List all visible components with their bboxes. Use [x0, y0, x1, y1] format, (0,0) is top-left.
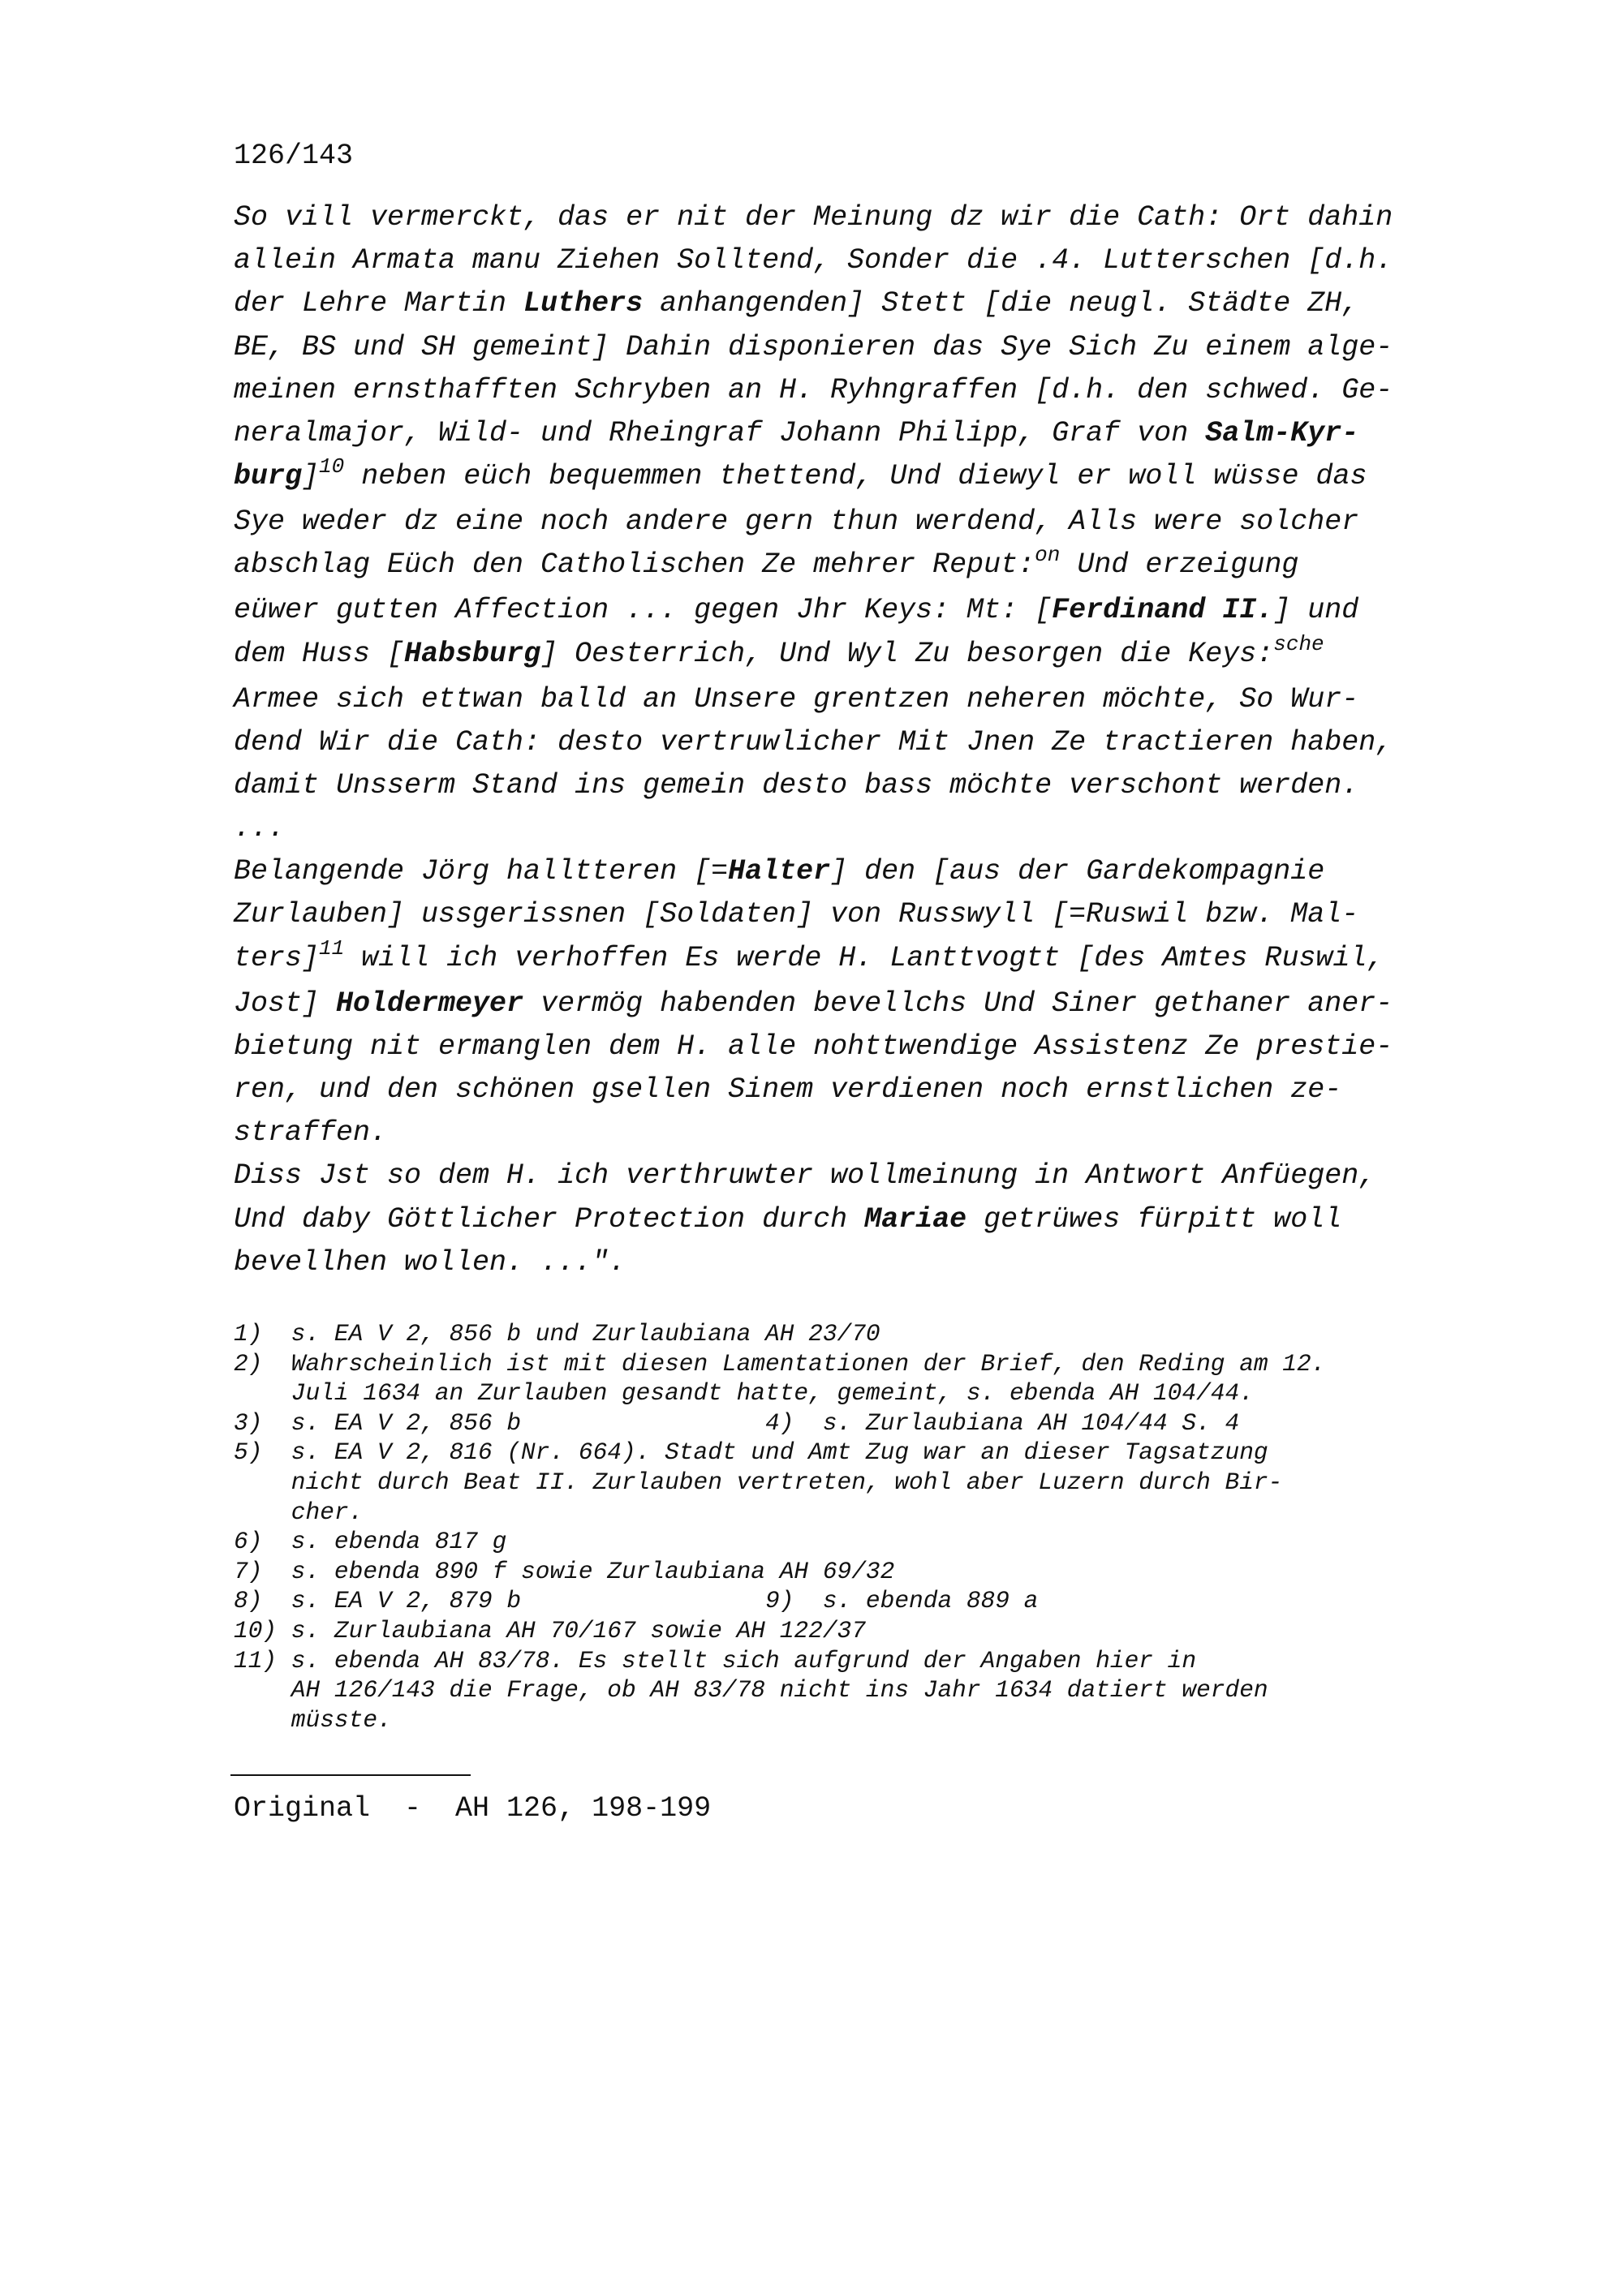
bold-name: Holdermeyer [336, 987, 524, 1020]
text-segment: Und erzeigung [1060, 548, 1299, 582]
text-line [234, 412, 1516, 455]
text-line [234, 982, 1516, 1025]
text-segment: ] [302, 460, 320, 493]
text-segment: Belangende Jörg halltteren [= [234, 855, 729, 888]
text-segment: Jost] [234, 987, 337, 1020]
text-line [234, 1068, 1516, 1111]
text-segment: neben eüch bequemmen thettend, Und diewyl er woll wüsse das [344, 460, 1367, 493]
text-segment: Zurlauben] ussgerissnen [Soldaten] von Russwyll [=Ruswil bzw. Mal- [234, 898, 1359, 931]
text-segment: ] Oesterrich, Und Wyl Zu besorgen die Keys: [540, 637, 1274, 670]
footnotes [234, 1319, 1548, 1735]
letter-excerpt [234, 196, 1516, 1284]
text-line [234, 326, 1516, 369]
footnote-line: 11) s. ebenda AH 83/78. Es stellt sich aufgrund der Angaben hier in [234, 1646, 1197, 1675]
text-segment: ters] [234, 941, 320, 974]
footnote-line: cher. [234, 1498, 364, 1526]
superscript: on [1035, 543, 1061, 568]
footnote-line: AH 126/143 die Frage, ob AH 83/78 nicht ins Jahr 1634 datiert werden [234, 1676, 1268, 1705]
text-line [234, 937, 1516, 982]
text-segment: Diss Jst so dem H. ich verthruwter wollmeinung in Antwort Anfüegen, [234, 1159, 1376, 1193]
text-line [234, 282, 1516, 325]
text-segment: dend Wir die Cath: desto vertruwlicher Mit Jnen Ze tractieren haben, [234, 725, 1393, 759]
text-line [234, 589, 1516, 632]
text-segment: Armee sich ettwan balld an Unsere grentzen neheren möchte, So Wur- [234, 682, 1359, 716]
source-reference: Original - AH 126, 198-199 [234, 1792, 712, 1825]
footnote-line: 3) s. EA V 2, 856 b 4) s. Zurlaubiana AH 104/44 S. 4 [234, 1408, 1240, 1437]
footnote-line: 10) s. Zurlaubiana AH 70/167 sowie AH 122/37 [234, 1616, 866, 1645]
footnote-line: 2) Wahrscheinlich ist mit diesen Lamentationen der Brief, den Reding am 12. [234, 1349, 1326, 1378]
text-segment: meinen ernsthafften Schryben an H. Ryhngraffen [d.h. den schwed. Ge- [234, 373, 1393, 406]
bold-name: Luthers [523, 287, 644, 320]
text-line [234, 678, 1516, 721]
text-segment: neralmajor, Wild- und Rheingraf Johann Philipp, Graf von [234, 416, 1206, 449]
text-segment: eüwer gutten Affection ... gegen Jhr Keys: Mt: [ [234, 594, 1053, 627]
text-line [234, 1198, 1516, 1241]
text-line [234, 455, 1516, 501]
text-segment: ... [234, 812, 286, 845]
text-line [234, 807, 1516, 850]
text-line [234, 764, 1516, 807]
bold-name: Habsburg [404, 637, 541, 670]
bold-name: burg [234, 460, 303, 493]
text-segment: will ich verhoffen Es werde H. Lanttvogtt [des Amtes Ruswil, [344, 941, 1384, 974]
footnote-line: nicht durch Beat II. Zurlauben vertreten, wohl aber Luzern durch Bir- [234, 1468, 1283, 1496]
text-segment: damit Unsserm Stand ins gemein desto bass möchte verschont werden. [234, 768, 1359, 802]
footnote-line: 8) s. EA V 2, 879 b 9) s. ebenda 889 a [234, 1587, 1039, 1615]
superscript: sche [1273, 631, 1324, 656]
footnote-line: 6) s. ebenda 817 g [234, 1528, 507, 1556]
text-segment: allein Armata manu Ziehen Solltend, Sonder die .4. Lutterschen [d.h. [234, 244, 1393, 277]
text-segment: getrüwes fürpitt woll [966, 1202, 1342, 1236]
text-segment: dem Huss [ [234, 637, 405, 670]
text-segment: vermög habenden bevellchs Und Siner gethaner aner- [523, 987, 1393, 1020]
text-line [234, 501, 1516, 544]
text-line [234, 633, 1516, 678]
text-segment: der Lehre Martin [234, 287, 524, 320]
text-line [234, 544, 1516, 589]
bold-name: Ferdinand II. [1052, 594, 1274, 627]
text-line [234, 721, 1516, 764]
footnote-line: 1) s. EA V 2, 856 b und Zurlaubiana AH 23/70 [234, 1320, 880, 1348]
text-segment: ] den [aus der Gardekompagnie [830, 855, 1325, 888]
bold-name: Halter [728, 855, 831, 888]
text-segment: ] und [1273, 594, 1359, 627]
text-line [234, 1111, 1516, 1154]
text-segment: bevellhen wollen. ...". [234, 1245, 626, 1279]
bold-name: Mariae [864, 1202, 967, 1236]
text-segment: So vill vermerckt, das er nit der Meinung dz wir die Cath: Ort dahin [234, 201, 1393, 234]
footnote-line: Juli 1634 an Zurlauben gesandt hatte, gemeint, s. ebenda AH 104/44. [234, 1379, 1254, 1408]
text-segment: BE, BS und SH gemeint] Dahin disponieren das Sye Sich Zu einem alge- [234, 330, 1393, 363]
text-line [234, 1154, 1516, 1197]
text-line [234, 196, 1516, 239]
superscript: 10 [319, 454, 345, 479]
text-line [234, 1025, 1516, 1068]
page-number: 126/143 [234, 140, 354, 172]
footnote-line: 7) s. ebenda 890 f sowie Zurlaubiana AH 69/32 [234, 1557, 895, 1585]
text-line [234, 850, 1516, 893]
footnote-line: müsste. [234, 1705, 392, 1734]
text-segment: ren, und den schönen gsellen Sinem verdienen noch ernstlichen ze- [234, 1073, 1342, 1106]
text-line [234, 893, 1516, 936]
separator-rule [230, 1774, 471, 1776]
bold-name: Salm-Kyr- [1205, 416, 1359, 449]
text-segment: anhangenden] Stett [die neugl. Städte ZH, [643, 287, 1359, 320]
text-segment: Und daby Göttlicher Protection durch [234, 1202, 865, 1236]
text-segment: Sye weder dz eine noch andere gern thun werdend, Alls were solcher [234, 505, 1359, 539]
superscript: 11 [319, 935, 345, 961]
text-segment: abschlag Eüch den Catholischen Ze mehrer Reput: [234, 548, 1035, 582]
footnote-line: 5) s. EA V 2, 816 (Nr. 664). Stadt und Amt Zug war an dieser Tagsatzung [234, 1438, 1268, 1467]
text-line [234, 239, 1516, 282]
text-segment: straffen. [234, 1116, 388, 1150]
text-line [234, 1241, 1516, 1284]
text-line [234, 369, 1516, 412]
text-segment: bietung nit ermanglen dem H. alle nohttwendige Assistenz Ze prestie- [234, 1030, 1393, 1063]
